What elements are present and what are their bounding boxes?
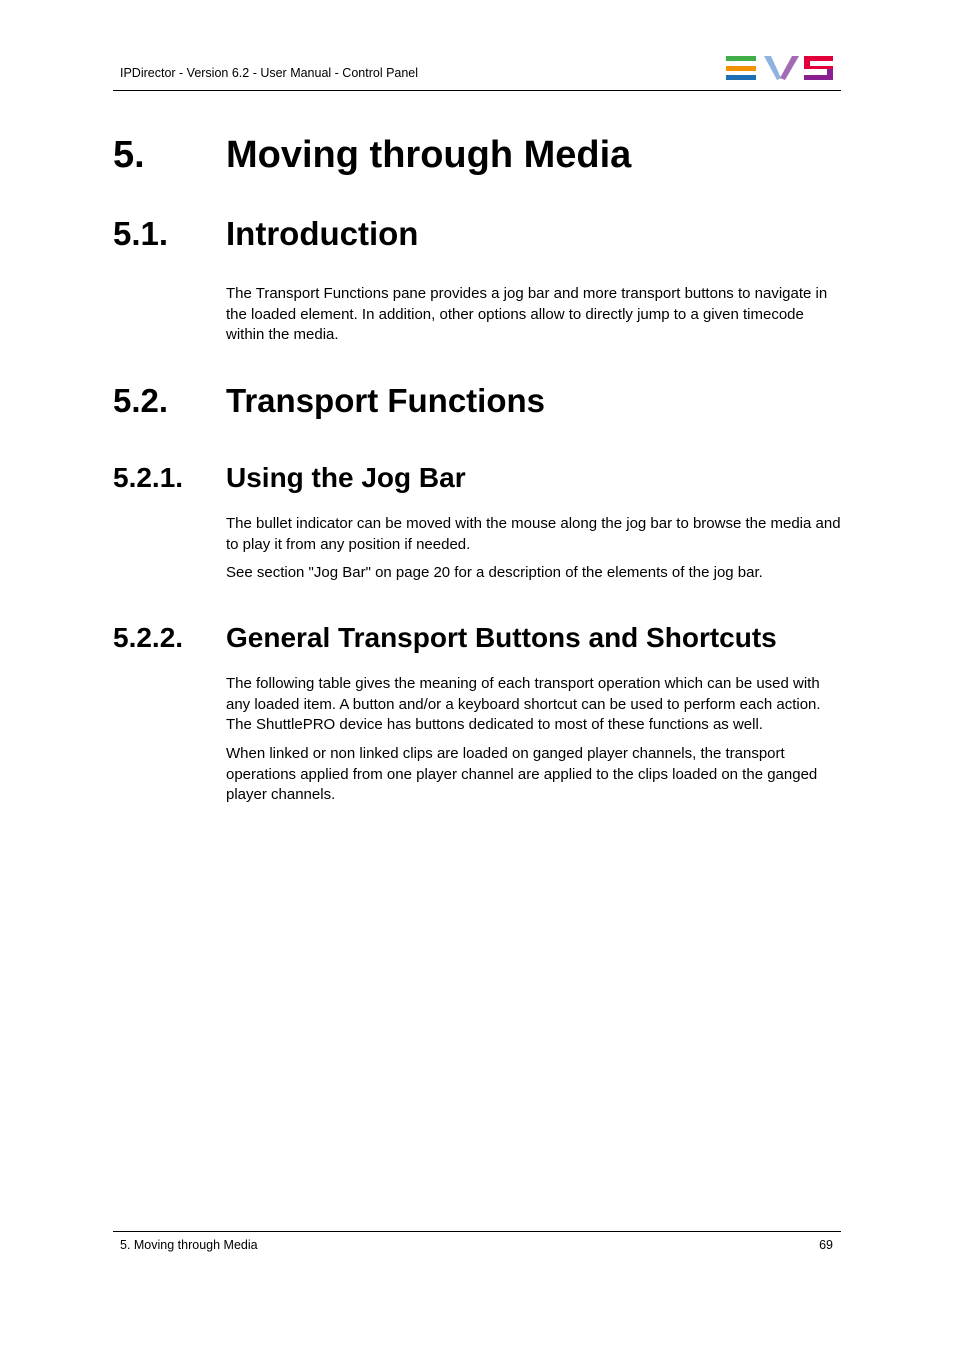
section-number: 5.2. — [113, 382, 169, 419]
subsection-heading-jog-bar — [113, 461, 841, 495]
evs-logo — [726, 54, 834, 82]
intro-paragraph: The Transport Functions pane provides a jog bar and more transport buttons to navigate in the loaded element. In addition, other options allow to directly jump to a given timecode within the media. — [226, 285, 828, 343]
logo-v-right-stroke — [780, 56, 799, 80]
jog-bar-paragraph-1: The bullet indicator can be moved with the mouse along the jog bar to browse the media and to play it from any position if needed. — [226, 515, 841, 553]
logo-e-bottom-bar — [726, 75, 756, 80]
section-heading-introduction — [113, 214, 841, 254]
footer-section-label: 5. Moving through Media — [120, 1238, 258, 1252]
transport-buttons-paragraph-2: When linked or non linked clips are loaded on ganged player channels, the transport operations applied from one player channel are applied to the clips loaded on the ganged player channels. — [226, 745, 818, 803]
subsection-title: Using the Jog Bar — [226, 462, 466, 493]
subsection-title: General Transport Buttons and Shortcuts — [226, 622, 777, 653]
logo-v-left-stroke — [764, 56, 781, 80]
jog-bar-paragraph-2: See section "Jog Bar" on page 20 for a description of the elements of the jog bar. — [226, 564, 763, 581]
chapter-number: 5. — [113, 134, 145, 176]
chapter-title: Moving through Media — [226, 134, 632, 176]
subsection-heading-transport-buttons — [113, 621, 841, 655]
subsection-number: 5.2.2. — [113, 622, 184, 653]
running-header: IPDirector - Version 6.2 - User Manual - Control Panel — [120, 66, 419, 80]
logo-e-top-bar — [726, 56, 756, 61]
section-heading-transport-functions — [113, 381, 841, 421]
section-number: 5.1. — [113, 215, 169, 252]
section-title: Introduction — [226, 215, 419, 252]
section-title: Transport Functions — [226, 382, 546, 419]
transport-buttons-paragraph-1: The following table gives the meaning of each transport operation which can be used with any loaded item. A button and/or a keyboard shortcut can be used to perform each action. The ShuttlePRO device has buttons dedicated to most of these functions as well. — [226, 675, 821, 733]
logo-s-top — [804, 56, 833, 69]
header-rule — [113, 90, 841, 91]
chapter-heading — [113, 133, 841, 177]
page-number: 69 — [819, 1238, 833, 1252]
subsection-number: 5.2.1. — [113, 462, 184, 493]
logo-s-bottom — [804, 69, 833, 80]
footer-rule — [113, 1231, 841, 1232]
logo-e-mid-bar — [726, 66, 756, 71]
